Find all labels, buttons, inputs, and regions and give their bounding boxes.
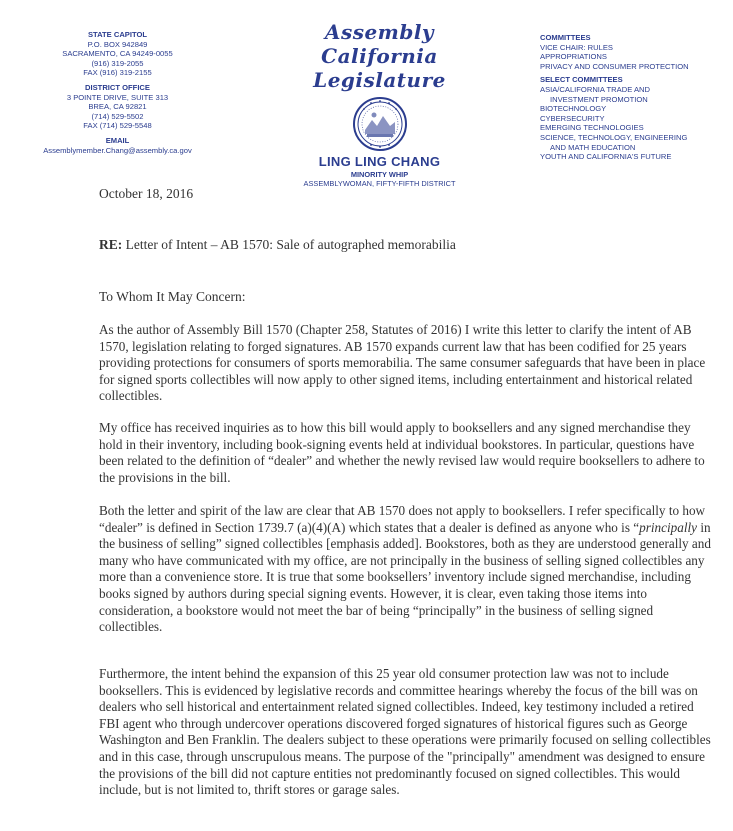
district-heading: DISTRICT OFFICE xyxy=(85,82,150,92)
district-line: (714) 529-5502 xyxy=(91,111,144,121)
subject-text: Letter of Intent – AB 1570: Sale of autographed memorabilia xyxy=(122,237,456,252)
district-line: FAX (714) 529-5548 xyxy=(83,121,152,131)
district-line: 3 POINTE DRIVE, SUITE 313 xyxy=(66,92,169,102)
capitol-heading: STATE CAPITOL xyxy=(87,30,148,39)
letterhead-assembly: Assembly xyxy=(324,20,435,44)
paragraph-3-emphasis: principally xyxy=(639,519,698,535)
committee-item: VICE CHAIR: RULES xyxy=(540,42,614,52)
member-role: MINORITY WHIP xyxy=(350,170,409,179)
email-address: Assemblymember.Chang@assembly.ca.gov xyxy=(43,145,192,155)
committee-item: PRIVACY AND CONSUMER PROTECTION xyxy=(540,61,689,71)
salutation: To Whom It May Concern: xyxy=(99,289,246,304)
letterhead-center xyxy=(262,20,497,188)
state-seal-icon xyxy=(352,96,408,152)
capitol-line: SACRAMENTO, CA 94249-0055 xyxy=(62,49,173,59)
body-paragraph-4: Furthermore, the intent behind the expansion of this 25 year old consumer protection law was not to include booksellers. This is evidenced by legislative records and committee hearings whereby the focus of the bill was on dealers who sell historical and entertainment related signed collectibles. Indeed, key testimony included a retired FBI agent who through undercover operations discovered forged signatures of historical figures such as George Washington and Ben Franklin. The dealers subject to these operations were primarily focused on selling collectibles and in this case, through unscrupulous means. The purpose of the "principally" amendment was designed to ensure the provisions of the bill did not capture entities not predominantly focused on signed collectibles. This would include, but is not limited to, thrift stores or garage sales. xyxy=(99,666,711,798)
email-heading: EMAIL xyxy=(105,135,130,145)
body-paragraph-1: As the author of Assembly Bill 1570 (Chapter 258, Statutes of 2016) I write this letter to clarify the intent of AB 1570, legislation relating to forged signatures. AB 1570 expands current law that has been codified for 25 years providing protections for consumers of sports memorabilia. The same consumer safeguards that have been in place for signed sports collectibles will now apply to other signed items, including entertainment and historical related collectibles. xyxy=(99,322,706,404)
capitol-line: (916) 319-2055 xyxy=(91,58,144,68)
body-paragraph-3 xyxy=(99,503,717,636)
letter-date: October 18, 2016 xyxy=(99,186,194,201)
paragraph-3-part-a: Both the letter and spirit of the law are clear that AB 1570 does not apply to booksellers. I refer specifically to how “dealer” is defined in Section 1739.7 (a)(4)(A) which states that a dealer is defined as anyone who is “ xyxy=(99,503,706,535)
letterhead-committees xyxy=(540,33,730,162)
letterhead-legislature: California Legislature xyxy=(313,44,446,92)
capitol-line: FAX (916) 319-2155 xyxy=(83,68,152,78)
select-committee-item: INVESTMENT PROMOTION xyxy=(550,94,648,104)
select-committee-item: SCIENCE, TECHNOLOGY, ENGINEERING xyxy=(540,132,688,142)
select-committee-item: BIOTECHNOLOGY xyxy=(540,104,607,114)
select-committee-item: CYBERSECURITY xyxy=(540,113,605,123)
select-committee-item: AND MATH EDUCATION xyxy=(550,142,636,152)
paragraph-3-part-b: in the business of selling” signed collectibles [emphasis added]. Bookstores, both as they are understood generally and many who have communicated with my office, are not principally in the business of selling signed collectibles any more than a convenience store. It is true that some booksellers’ inventory include signed merchandise, including books signed by authors during special signing events. However, it is clear, even taking those items into consideration, a bookstore would not meet the bar of being “principally” in the business of selling signed collectibles. xyxy=(99,519,711,635)
select-committee-item: EMERGING TECHNOLOGIES xyxy=(540,123,644,133)
committees-heading: COMMITTEES xyxy=(540,33,591,42)
district-line: BREA, CA 92821 xyxy=(88,102,147,112)
subject-label: RE: xyxy=(99,237,123,252)
select-committees-heading: SELECT COMMITTEES xyxy=(540,75,623,85)
body-paragraph-2: My office has received inquiries as to how this bill would apply to booksellers and any signed merchandise they hold in their inventory, including book-signing events held at individual bookstores. In particular, questions have been related to the definition of “dealer” and whether the newly revised law would require booksellers to adhere to the provisions in the bill. xyxy=(99,420,705,485)
select-committee-item: YOUTH AND CALIFORNIA'S FUTURE xyxy=(540,152,672,162)
member-district: ASSEMBLYWOMAN, FIFTY-FIFTH DISTRICT xyxy=(303,179,456,188)
letterhead-left-contacts xyxy=(30,30,205,155)
select-committee-item: ASIA/CALIFORNIA TRADE AND xyxy=(540,84,650,94)
committee-item: APPROPRIATIONS xyxy=(540,52,607,62)
subject-line xyxy=(99,237,456,253)
member-name: LING LING CHANG xyxy=(318,154,441,169)
capitol-line: P.O. BOX 942849 xyxy=(87,39,148,49)
